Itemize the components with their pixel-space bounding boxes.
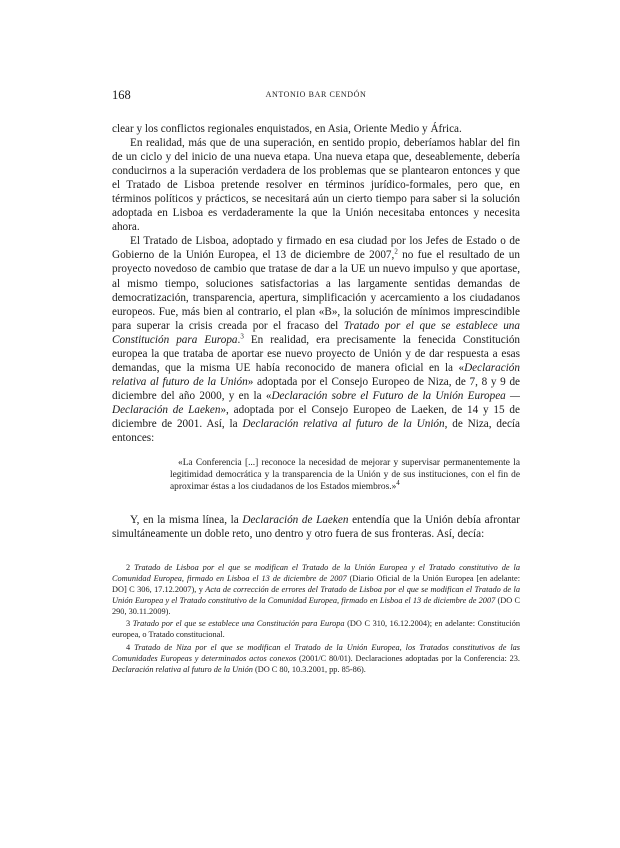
paragraph-1: clear y los conflictos regionales enquistados, en Asia, Oriente Medio y África.: [112, 123, 462, 135]
p4-text-2: entendía que la Unión debía afrontar simultáneamente un doble reto, uno dentro y otro fuera de sus fronteras. Así, decía:: [112, 514, 520, 541]
block-quote: [170, 457, 520, 493]
p3-text-6: », adoptada por el Consejo Europeo de Laeken, de 14 y 15 de diciembre de 2001. Así, la: [112, 403, 520, 430]
footnote-4-italic-1: Tratado de Niza por el que se modifican el Tratado de la Unión Europea, los Tratados constitutivos de las Comunidades Europeas y determinados actos conexos: [112, 643, 521, 663]
footnote-4-text-1: (2001/C 80/01). Declaraciones adoptadas por la Conferencia: 23.: [296, 653, 520, 663]
footnote-4-italic-2: Declaración relativa al futuro de la Unión: [112, 664, 253, 674]
footnote-2-text-1: (Diario Oficial de la Unión Europea [en adelante: DO] C 306, 17.12.2007), y: [112, 574, 520, 595]
paragraph-2: En realidad, más que de una superación, en sentido propio, deberíamos hablar del fin de un ciclo y del inicio de una nueva etapa. Una nueva etapa que, deseablemente, debería conducirnos a la superación verdadera de los problemas que se plantearon entonces y que el Tratado de Lisboa pretende resolver en términos jurídico-formales, pero que, en términos políticos y prácticos, se necesitará aún un cierto tiempo para saber si la solución adoptada en Lisboa es verdaderamente la que la Unión necesitaba entonces y necesita ahora.: [112, 137, 520, 234]
page-header: [112, 88, 520, 104]
footnote-2-number: 2: [126, 563, 131, 573]
footnote-2-text-2: (DO C 290, 30.11.2009).: [112, 595, 520, 616]
footnote-ref-2[interactable]: 2: [394, 247, 398, 256]
footnotes: [112, 563, 520, 675]
p3-text-5: » adoptada por el Consejo Europeo de Niza, de 7, 8 y 9 de diciembre del año 2000, y en la «: [112, 375, 521, 402]
paragraph-3: [112, 234, 520, 445]
p3-italic-3: Declaración sobre el Futuro de la Unión Europea — Declaración de Laeken: [112, 389, 520, 416]
p3-text-4: En realidad, era precisamente la fenecida Constitución europea la que trataba de aportar ese nuevo proyecto de Unión y de dar respuesta a esas demandas, que la misma UE había reconocido de manera oficial en la «: [112, 333, 521, 374]
footnote-3-italic-1: Tratado por el que se establece una Constitución para Europa: [132, 619, 345, 629]
p3-text-1: El Tratado de Lisboa, adoptado y firmado en esa ciudad por los Jefes de Estado o de Gobierno de la Unión Europea, el 13 de diciembre de 2007,: [112, 235, 520, 262]
quote-text: «La Conferencia [...] reconoce la necesidad de mejorar y supervisar permanentemente la legitimidad democrática y la transparencia de la Unión y de sus instituciones, con el fin de aproximar éstas a los ciudadanos de los Estados miembros.»: [170, 458, 520, 493]
p3-italic-4: Declaración relativa al futuro de la Unión: [242, 417, 445, 430]
running-head: ANTONIO BAR CENDÓN: [265, 90, 367, 99]
footnote-3: [112, 619, 520, 641]
footnote-3-text-1: (DO C 310, 16.12.2004); en adelante: Constitución europea, o Tratado constitucional.: [112, 619, 520, 640]
footnote-4: [112, 643, 520, 675]
page-number: 168: [112, 88, 131, 102]
footnote-2-italic-1: Tratado de Lisboa por el que se modifican el Tratado de la Unión Europea y el Tratado constitutivo de la Comunidad Europea, firmado en Lisboa el 13 de diciembre de 2007: [112, 563, 520, 584]
p3-italic-2: Declaración relativa al futuro de la Unión: [112, 361, 520, 388]
footnote-2: [112, 563, 520, 617]
p3-text-2: no fue el resultado de un proyecto novedoso de cambio que tratase de dar a la UE un nuevo impulso y que aportase, al mismo tiempo, soluciones satisfactorias a las largamente sentidas demandas de democratización, transparencia, apertura, simplificación y acercamiento a los ciudadanos europeos. Fue, más bien al contrario, el plan «B», la solución de mínimos imprescindible para superar la crisis creada por el fracaso del: [112, 249, 520, 332]
body-text: [112, 122, 520, 541]
footnote-2-italic-2: Acta de corrección de errores del Tratado de Lisboa por el que se modifican el Tratado de la Unión Europea y el Tratado constitutivo de la Comunidad Europea, firmado en Lisboa el 13 de diciembre de 2007: [112, 585, 520, 605]
p3-text-7: , de Niza, decía entonces:: [112, 417, 520, 445]
p3-text-3: .: [237, 333, 241, 346]
footnote-4-number: 4: [126, 643, 131, 653]
book-page: [112, 88, 520, 675]
p3-italic-1: Tratado por el que se establece una Constitución para Europa: [112, 319, 520, 346]
footnote-3-number: 3: [126, 619, 131, 629]
footnote-4-text-2: (DO C 80, 10.3.2001, pp. 85-86).: [252, 664, 366, 674]
p4-italic-1: Declaración de Laeken: [242, 514, 349, 527]
p4-text-1: Y, en la misma línea, la: [130, 514, 243, 527]
footnote-ref-3[interactable]: 3: [240, 331, 244, 340]
footnote-ref-4[interactable]: 4: [396, 479, 400, 488]
paragraph-4: [112, 513, 520, 541]
